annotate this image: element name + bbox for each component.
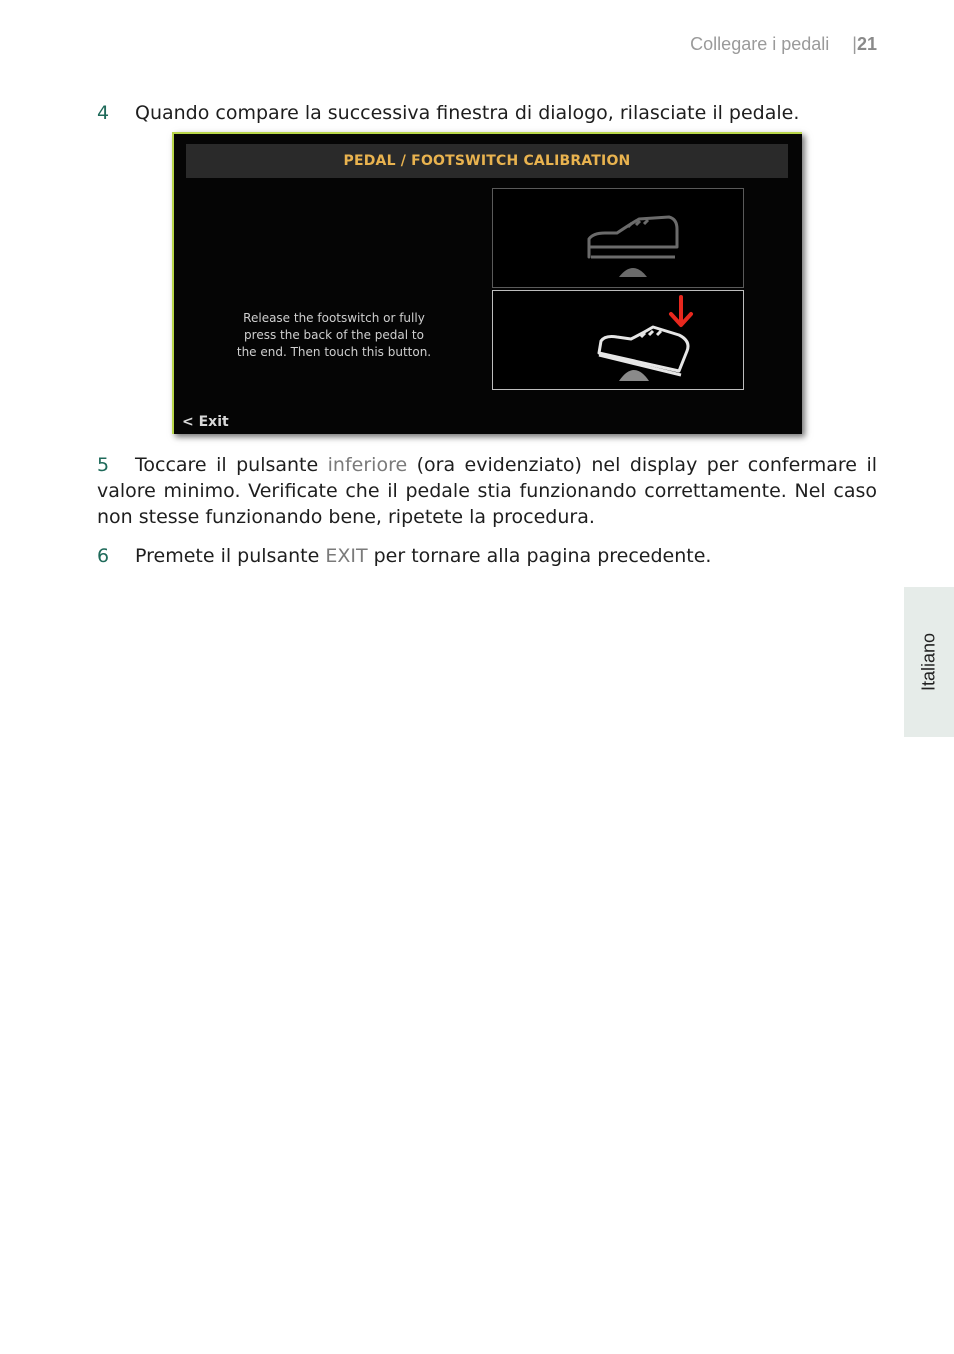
pedal-up-button[interactable] bbox=[492, 188, 744, 288]
dialog-message: Release the footswitch or fully press the back of the pedal to the end. Then touch this button. bbox=[236, 311, 432, 359]
step-number: 4 bbox=[97, 102, 110, 124]
dialog-title: PEDAL / FOOTSWITCH CALIBRATION bbox=[186, 144, 788, 178]
step-5 bbox=[97, 452, 877, 530]
down-arrow-icon bbox=[493, 291, 745, 391]
step-text: Toccare il pulsante bbox=[135, 454, 328, 476]
step-4 bbox=[97, 100, 877, 126]
step-number: 5 bbox=[97, 454, 110, 476]
shoe-on-pedal-up-icon bbox=[493, 189, 745, 289]
highlighted-term: inferiore bbox=[327, 454, 408, 476]
page-number: 21 bbox=[856, 34, 877, 54]
step-text: Premete il pulsante bbox=[135, 545, 326, 567]
calibration-dialog bbox=[172, 132, 802, 434]
pedal-pressed-button[interactable] bbox=[492, 290, 744, 390]
language-label: Italiano bbox=[918, 632, 939, 692]
section-title: Collegare i pedali bbox=[690, 34, 830, 54]
step-6 bbox=[97, 543, 877, 569]
step-number: 6 bbox=[97, 545, 110, 567]
step-text: Quando compare la successiva finestra di dialogo, rilasciate il pedale. bbox=[135, 102, 800, 124]
header-separator: | bbox=[852, 34, 857, 54]
highlighted-term: EXIT bbox=[325, 545, 368, 567]
exit-button[interactable]: < Exit bbox=[182, 414, 229, 430]
page-header bbox=[690, 34, 877, 55]
language-side-tab bbox=[904, 587, 954, 737]
step-text: per tornare alla pagina precedente. bbox=[367, 545, 712, 567]
step-text: (ora evidenziato) nel display per confermare il valore minimo. Verificate che il pedale stia funzionando correttamente. Nel caso non stesse funzionando bene, ripetete la procedura. bbox=[97, 454, 878, 528]
